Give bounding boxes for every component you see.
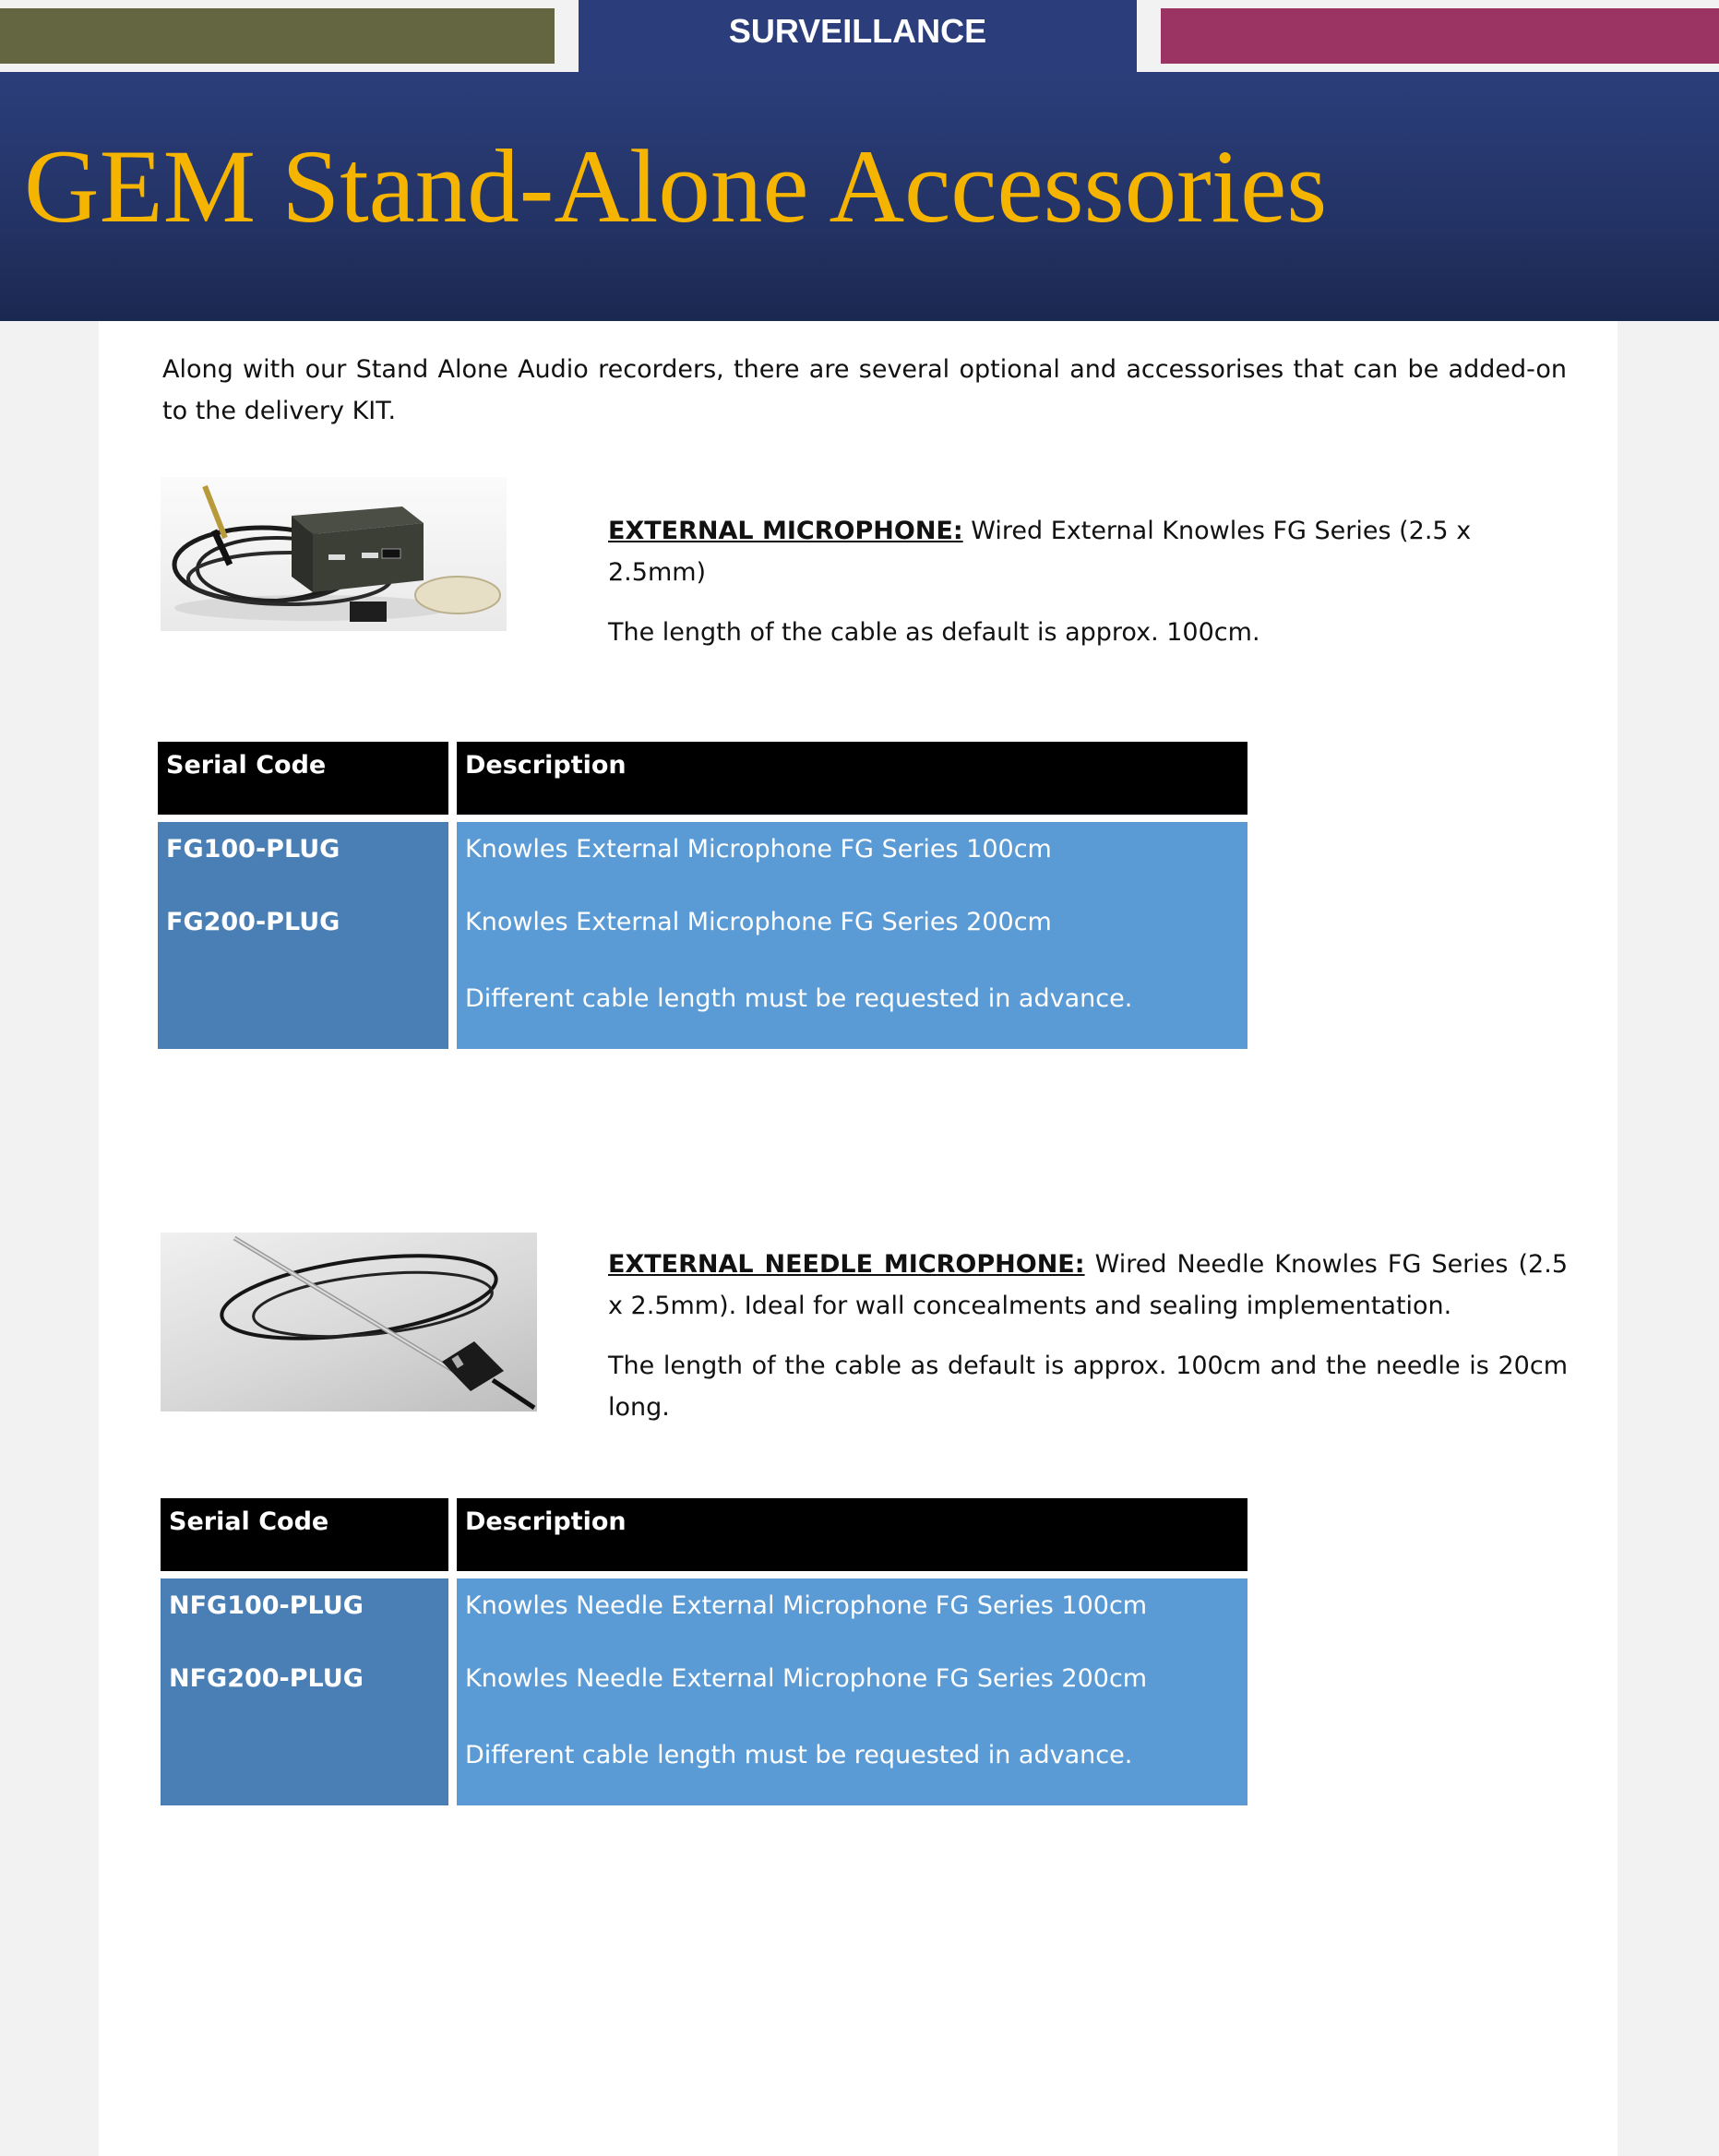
header-description: Description: [457, 1498, 1247, 1571]
header-serial-code: Serial Code: [158, 742, 448, 815]
description-cell: Knowles Needle External Microphone FG Series 200cm: [465, 1664, 1148, 1693]
external-microphone-photo: [161, 477, 507, 631]
description-cell: Knowles Needle External Microphone FG Series 100cm: [465, 1591, 1148, 1620]
product-note: The length of the cable as default is approx. 100cm and the needle is 20cm long.: [608, 1352, 1568, 1422]
serial-code-cell: FG200-PLUG: [166, 908, 340, 936]
description-cell: Knowles External Microphone FG Series 200cm: [465, 908, 1052, 936]
section-label: SURVEILLANCE: [728, 12, 987, 50]
serial-code-column: [158, 822, 448, 1049]
external-microphone-description: [608, 510, 1568, 672]
header-description: Description: [457, 742, 1247, 815]
header-serial-code: Serial Code: [161, 1498, 448, 1571]
product-note: The length of the cable as default is approx. 100cm.: [608, 618, 1260, 647]
needle-microphone-photo: [161, 1233, 537, 1412]
page-content: [99, 321, 1618, 2156]
banner-stripe-right: [1161, 8, 1719, 64]
serial-code-cell: NFG200-PLUG: [169, 1664, 364, 1693]
banner-stripe-left: [0, 8, 555, 64]
needle-microphone-description: [608, 1244, 1568, 1447]
serial-code-column: [161, 1578, 448, 1805]
intro-paragraph: Along with our Stand Alone Audio recorders, there are several optional and accessorises that can be added-on to the delivery KIT.: [162, 355, 1567, 425]
description-cell: Knowles External Microphone FG Series 100cm: [465, 835, 1052, 864]
section-tab: [579, 0, 1137, 72]
description-column: [457, 822, 1247, 1049]
product-label: EXTERNAL NEEDLE MICROPHONE:: [608, 1250, 1085, 1279]
product-text: Wired External Knowles FG Series (2.5 x 2.5mm): [608, 517, 1472, 587]
description-column: [457, 1578, 1247, 1805]
product-text: Wired Needle Knowles FG Series (2.5 x 2.5mm). Ideal for wall concealments and sealing implementation.: [608, 1250, 1568, 1320]
page-header: [0, 72, 1719, 321]
serial-code-cell: NFG100-PLUG: [169, 1591, 364, 1620]
page-title: GEM Stand-Alone Accessories: [24, 129, 1328, 244]
product-label: EXTERNAL MICROPHONE:: [608, 517, 963, 545]
serial-code-cell: FG100-PLUG: [166, 835, 340, 864]
table-footnote: Different cable length must be requested in advance.: [465, 1741, 1133, 1769]
table-footnote: Different cable length must be requested in advance.: [465, 984, 1133, 1013]
